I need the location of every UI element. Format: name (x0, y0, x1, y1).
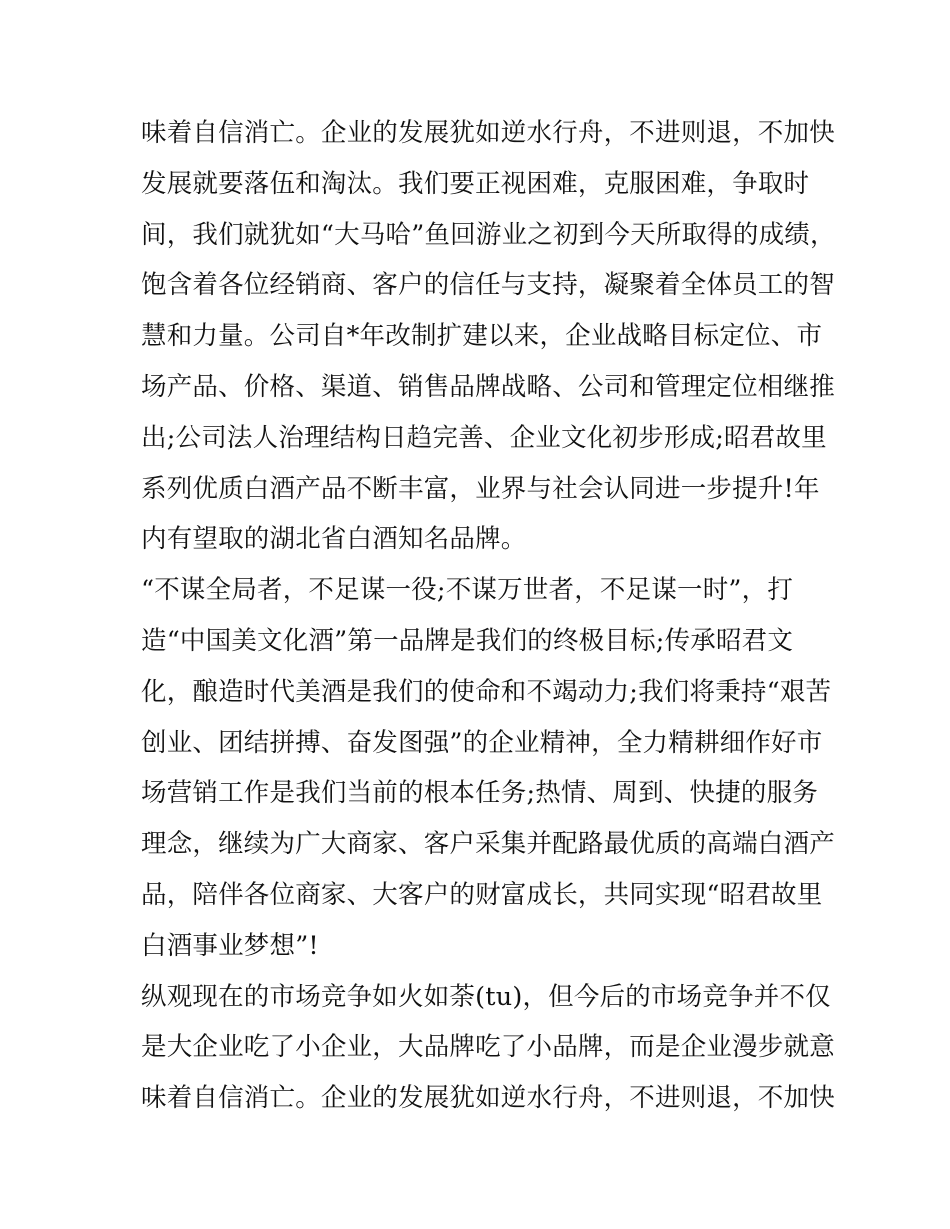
text-line: 饱含着各位经销商、客户的信任与支持，凝聚着全体员工的智 (141, 270, 835, 301)
text-line: 白酒事业梦想”! (141, 930, 319, 961)
text-line: 味着自信消亡。企业的发展犹如逆水行舟，不进则退，不加快 (141, 118, 835, 148)
text-line: 内有望取的湖北省白酒知名品牌。 (141, 524, 527, 555)
text-line: 是大企业吃了小企业，大品牌吃了小品牌，而是企业漫步就意 (141, 1032, 835, 1063)
text-line: 场产品、价格、渠道、销售品牌战略、公司和管理定位相继推 (141, 371, 835, 402)
text-line: 化，酿造时代美酒是我们的使命和不竭动力;我们将秉持“艰苦 (141, 676, 832, 707)
text-line: 发展就要落伍和淘汰。我们要正视困难，克服困难，争取时 (141, 168, 810, 199)
text-line: 品，陪伴各位商家、大客户的财富成长，共同实现“昭君故里 (141, 879, 823, 910)
text-line: 系列优质白酒产品不断丰富，业界与社会认同进一步提升!年 (141, 473, 820, 504)
text-line: 慧和力量。公司自*年改制扩建以来，企业战略目标定位、市 (141, 321, 823, 352)
text-line: 味着自信消亡。企业的发展犹如逆水行舟，不进则退，不加快 (141, 1083, 835, 1114)
body-text (141, 108, 836, 1124)
text-line: 场营销工作是我们当前的根本任务;热情、周到、快捷的服务 (141, 778, 818, 809)
text-line: 理念，继续为广大商家、客户采集并配路最优质的高端白酒产 (141, 829, 835, 860)
text-line: 造“中国美文化酒”第一品牌是我们的终极目标;传承昭君文 (141, 625, 794, 656)
text-line: 创业、团结拼搏、奋发图强”的企业精神，全力精耕细作好市 (141, 727, 823, 758)
text-line: 出;公司法人治理结构日趋完善、企业文化初步形成;昭君故里 (141, 422, 827, 453)
text-line: 间，我们就犹如“大马哈”鱼回游业之初到今天所取得的成绩， (141, 219, 836, 250)
text-line: “不谋全局者，不足谋一役;不谋万世者，不足谋一时”，打 (141, 575, 794, 606)
text-line: 纵观现在的市场竞争如火如荼(tu)，但今后的市场竞争并不仅 (141, 981, 831, 1012)
